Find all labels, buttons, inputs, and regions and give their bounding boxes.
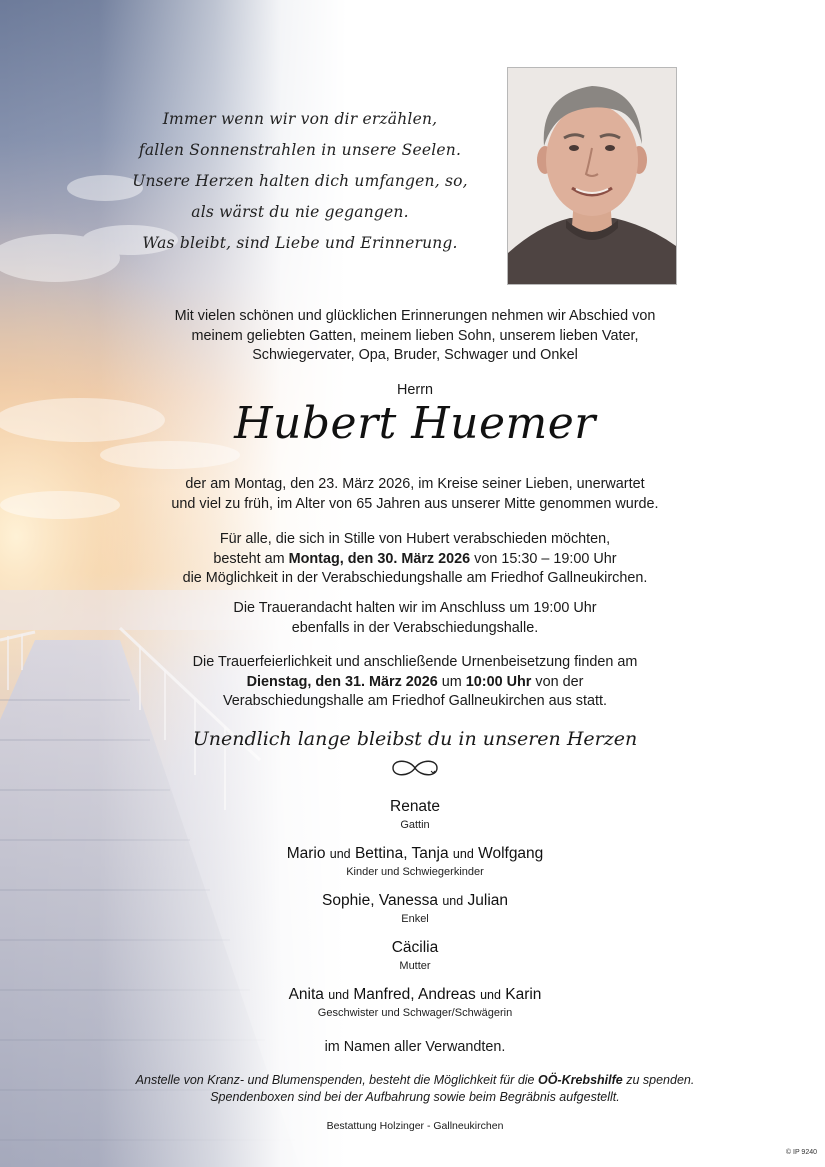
mourner-name: Julian [467, 892, 509, 909]
motto: Unendlich lange bleibst du in unseren Herzen [192, 728, 638, 750]
mourner-relation: Enkel [401, 913, 429, 925]
farewell-line: Für alle, die sich in Stille von Hubert verabschieden möchten, [219, 531, 611, 547]
farewell-text: besteht am [213, 550, 289, 567]
poem-line: Immer wenn wir von dir erzählen, [162, 110, 438, 128]
mourner-names [140, 985, 690, 1005]
conjunction: und [480, 988, 501, 1002]
poem [120, 104, 480, 259]
conjunction: und [442, 894, 464, 908]
donation-line [80, 1072, 750, 1089]
poem-line: als wärst du nie gegangen. [191, 203, 409, 221]
mourner-children [140, 844, 690, 880]
mourner-name: Renate [390, 798, 440, 815]
conjunction: und [329, 847, 351, 861]
funeral-text: um [437, 673, 466, 690]
farewell-date: Montag, den 30. März 2026 [288, 550, 471, 567]
intro-text [140, 307, 690, 366]
mourner-names [140, 844, 690, 864]
death-notice-line: und viel zu früh, im Alter von 65 Jahren aus unserer Mitte genommen wurde. [171, 495, 659, 512]
mourner-names [140, 891, 690, 911]
donation-text: zu spenden. [622, 1073, 695, 1087]
funeral-text: von der [531, 673, 584, 690]
mourner-siblings [140, 985, 690, 1021]
intro-line: Mit vielen schönen und glücklichen Erinnerungen nehmen wir Abschied von [174, 308, 656, 324]
salutation: Herrn [397, 382, 433, 398]
farewell-line [140, 550, 690, 570]
farewell-time: von 15:30 – 19:00 Uhr [470, 550, 617, 567]
funeral-time: 10:00 Uhr [465, 673, 532, 690]
funeral-date: Dienstag, den 31. März 2026 [246, 673, 438, 690]
mourner-grandchildren [140, 891, 690, 927]
mourner-name: Karin [505, 986, 542, 1003]
mourner-spouse [140, 797, 690, 833]
closing-line: im Namen aller Verwandten. [324, 1039, 506, 1055]
intro-line: meinem geliebten Gatten, meinem lieben Sohn, unserem lieben Vater, [191, 327, 639, 344]
mourner-name: Sophie, Vanessa [321, 892, 439, 909]
intro-line: Schwiegervater, Opa, Bruder, Schwager und Onkel [252, 347, 578, 363]
poem-line: Was bleibt, sind Liebe und Erinnerung. [142, 234, 458, 252]
death-notice-line: der am Montag, den 23. März 2026, im Kreise seiner Lieben, unerwartet [185, 476, 645, 492]
conjunction: und [452, 847, 474, 861]
mourner-relation: Kinder und Schwiegerkinder [346, 866, 484, 878]
funeral-line [140, 673, 690, 693]
mourner-mother [140, 938, 690, 974]
mourner-name: Manfred, Andreas [353, 986, 476, 1003]
conjunction: und [328, 988, 350, 1002]
prayer-service [140, 599, 690, 638]
poem-line: fallen Sonnenstrahlen in unsere Seelen. [138, 141, 462, 159]
portrait-photo [507, 67, 677, 285]
funeral-line: Verabschiedungshalle am Friedhof Gallneukirchen aus statt. [223, 693, 607, 709]
donation-charity: OÖ-Krebshilfe [537, 1073, 623, 1087]
farewell-viewing [140, 530, 690, 589]
mourner-relation: Gattin [400, 819, 430, 831]
donation-note [80, 1072, 750, 1106]
prayer-line: ebenfalls in der Verabschiedungshalle. [291, 619, 539, 636]
poem-line: Unsere Herzen halten dich umfangen, so, [132, 172, 468, 190]
mourner-name: Mario [286, 845, 326, 862]
undertaker: Bestattung Holzinger - Gallneukirchen [326, 1120, 504, 1132]
farewell-line: die Möglichkeit in der Verabschiedungshalle am Friedhof Gallneukirchen. [182, 570, 648, 586]
mourner-name: Bettina, Tanja [354, 845, 449, 862]
funeral-details [140, 653, 690, 712]
mourner-name: Anita [288, 986, 324, 1003]
funeral-line: Die Trauerfeierlichkeit und anschließende Urnenbeisetzung finden am [192, 654, 638, 670]
mourner-relation: Geschwister und Schwager/Schwägerin [317, 1007, 513, 1019]
print-code: © IP 9240 [785, 1149, 817, 1156]
mourner-name: Wolfgang [478, 845, 544, 862]
mourner-relation: Mutter [399, 960, 431, 972]
donation-text: Anstelle von Kranz- und Blumenspenden, besteht die Möglichkeit für die [135, 1073, 538, 1087]
deceased-name: Hubert Huemer [234, 398, 596, 449]
prayer-line: Die Trauerandacht halten wir im Anschluss um 19:00 Uhr [233, 600, 597, 616]
infinity-heart-icon [385, 755, 445, 781]
donation-line: Spendenboxen sind bei der Aufbahrung sowie beim Begräbnis aufgestellt. [210, 1090, 620, 1104]
death-notice [140, 475, 690, 514]
mourner-name: Cäcilia [391, 939, 439, 956]
